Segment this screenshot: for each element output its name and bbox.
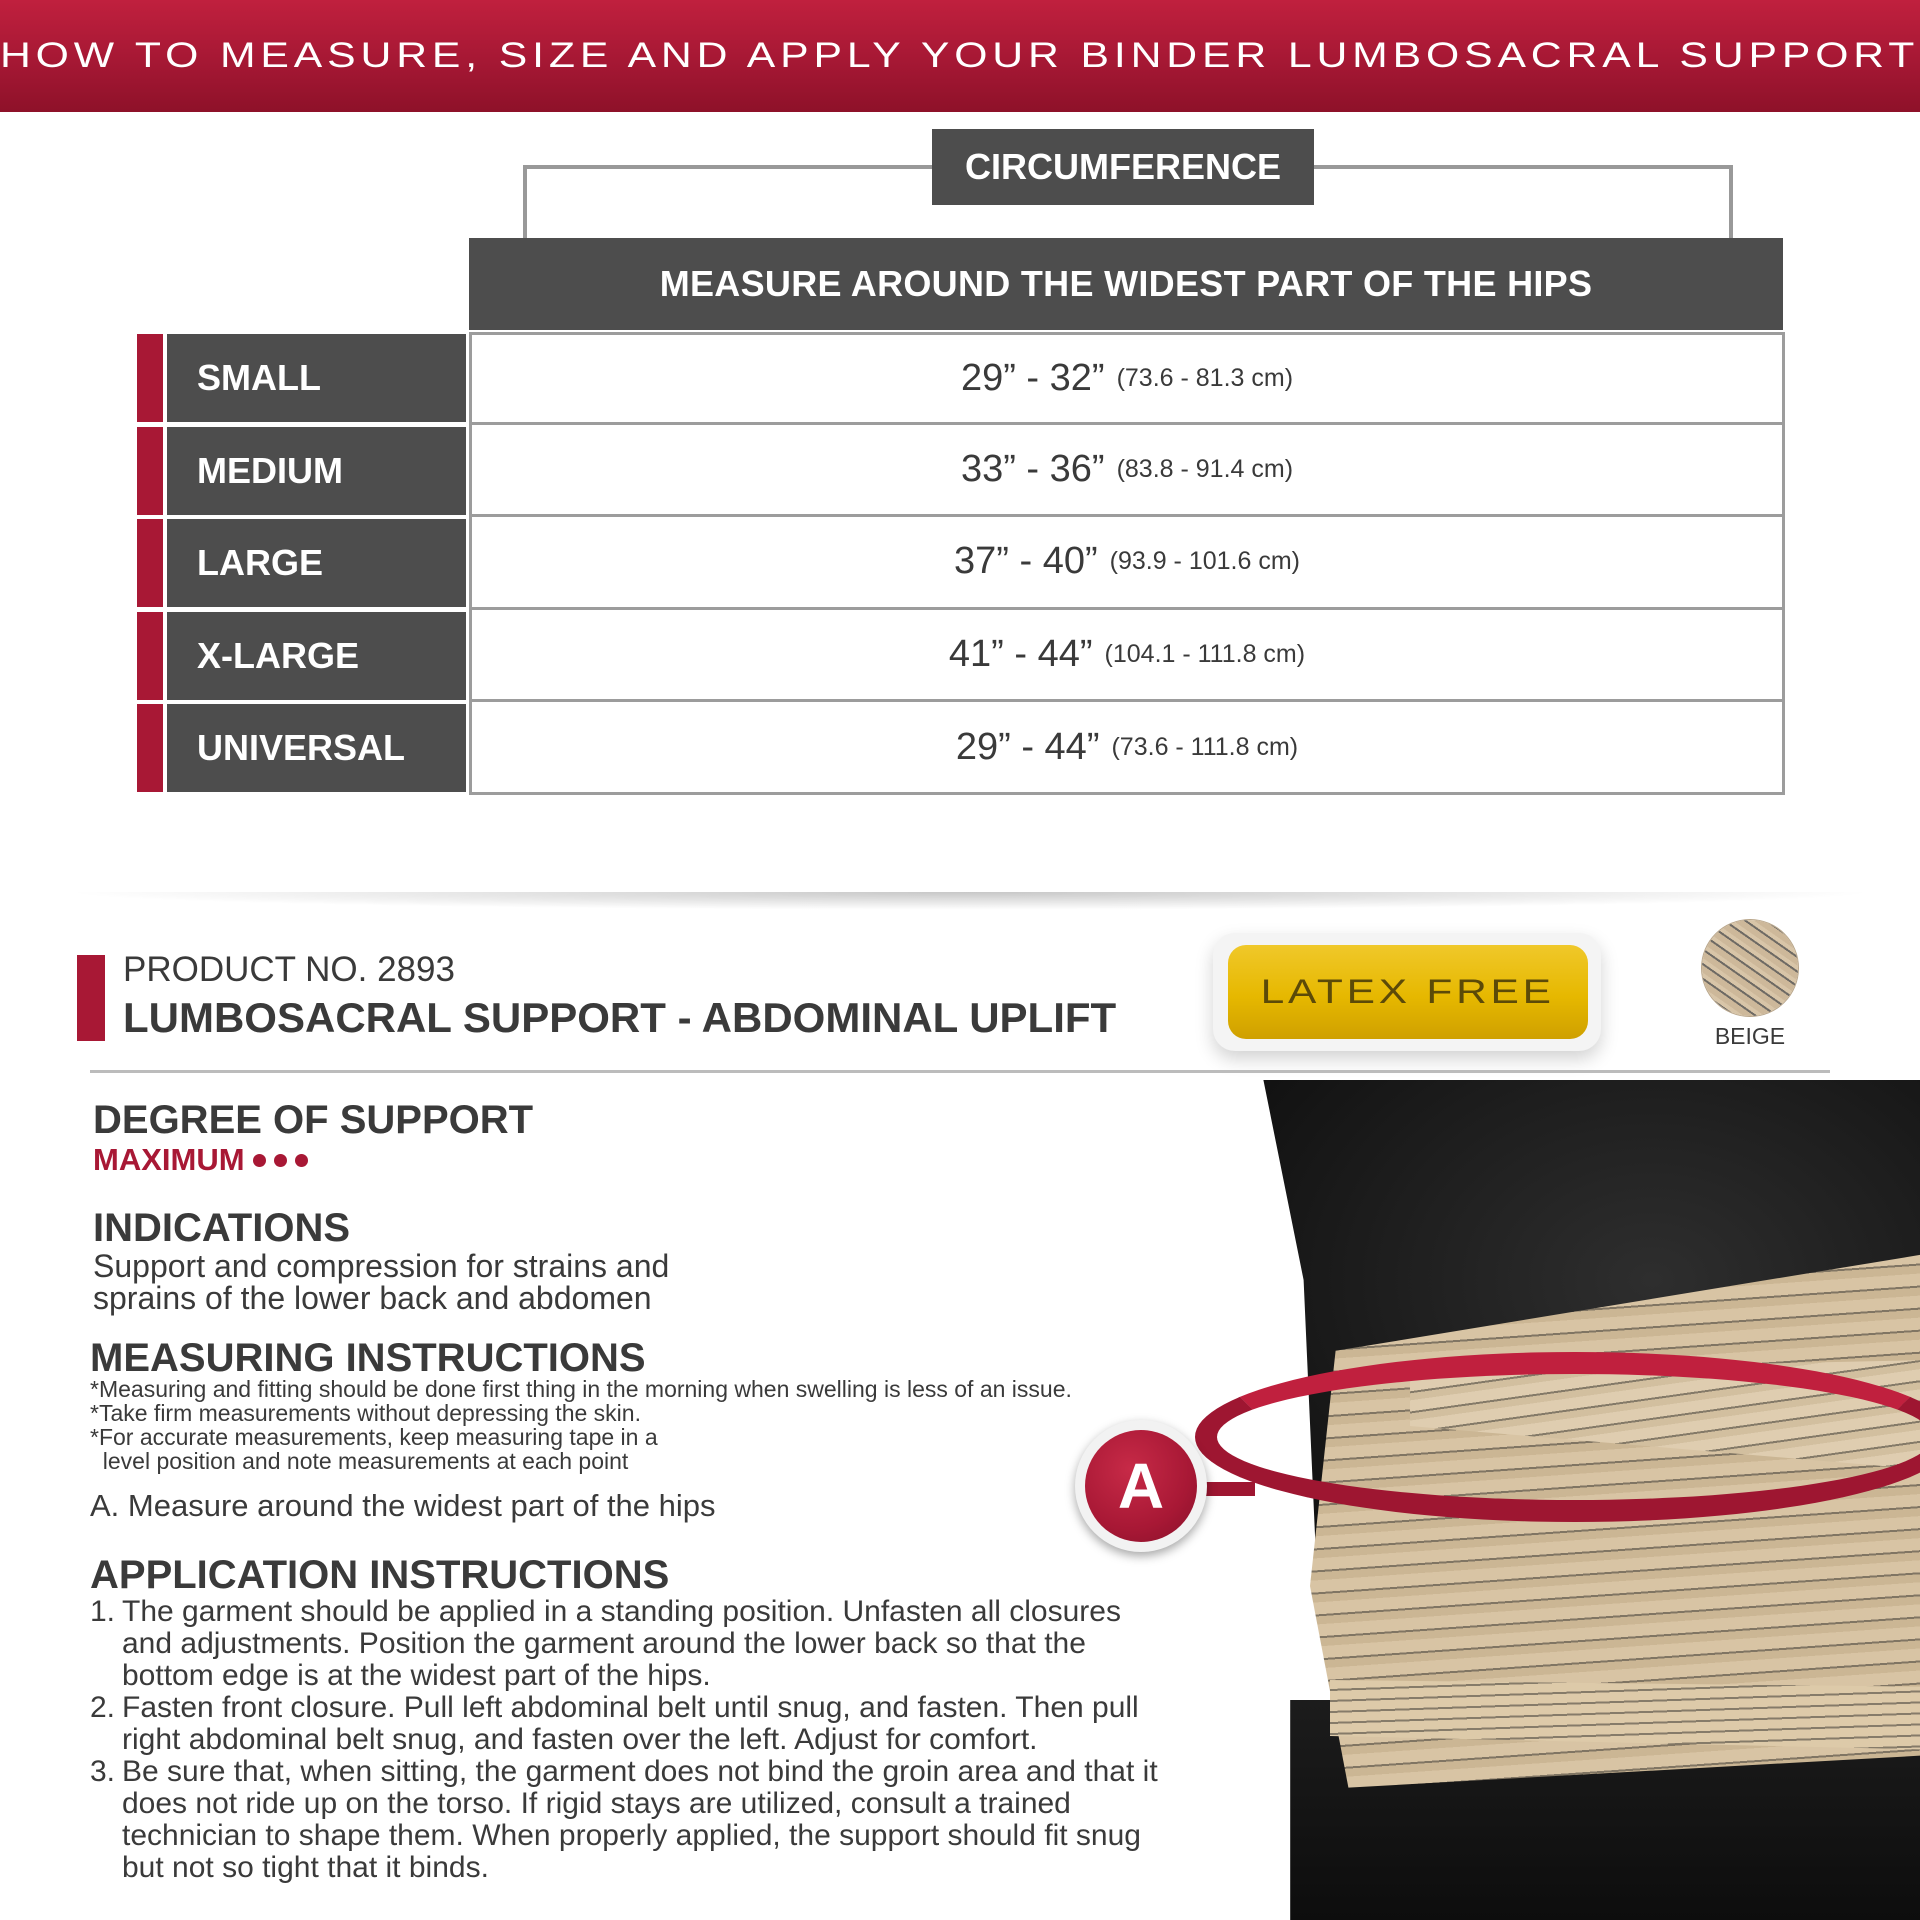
range-cm: (73.6 - 111.8 cm) bbox=[1111, 732, 1299, 761]
color-swatch-label: BEIGE bbox=[1714, 1023, 1786, 1049]
indications-line: sprains of the lower back and abdomen bbox=[93, 1280, 652, 1316]
support-dot-icon bbox=[253, 1154, 266, 1167]
row-accent bbox=[137, 612, 163, 700]
product-accent-bar bbox=[77, 955, 105, 1041]
size-range bbox=[469, 332, 1785, 425]
step-number: 1. bbox=[90, 1595, 116, 1628]
range-inches: 37” - 40” bbox=[954, 540, 1098, 583]
product-number: PRODUCT NO. 2893 bbox=[123, 950, 455, 989]
application-step bbox=[90, 1596, 1170, 1692]
latex-free-badge bbox=[1228, 945, 1588, 1039]
size-row bbox=[137, 702, 1785, 795]
size-range bbox=[469, 517, 1785, 610]
marker-a-badge: A bbox=[1085, 1430, 1197, 1542]
header-banner bbox=[0, 0, 1920, 112]
support-heading: DEGREE OF SUPPORT bbox=[93, 1098, 534, 1142]
section-divider bbox=[60, 892, 1880, 910]
color-swatch bbox=[1702, 920, 1798, 1016]
range-cm: (73.6 - 81.3 cm) bbox=[1116, 363, 1294, 392]
latex-free-label: LATEX FREE bbox=[1260, 972, 1556, 1011]
row-accent bbox=[137, 334, 163, 422]
size-label: SMALL bbox=[167, 334, 466, 422]
step-text: Fasten front closure. Pull left abdominal belt until snug, and fasten. Then pull right abdominal belt snug, and fasten over the left. Adjust for comfort. bbox=[122, 1691, 1139, 1756]
application-heading: APPLICATION INSTRUCTIONS bbox=[90, 1553, 670, 1597]
indications-heading: INDICATIONS bbox=[93, 1206, 351, 1250]
step-number: 3. bbox=[90, 1755, 116, 1788]
measuring-notes bbox=[90, 1377, 1072, 1473]
measure-instruction-header: MEASURE AROUND THE WIDEST PART OF THE HIPS bbox=[469, 238, 1783, 330]
product-name: LUMBOSACRAL SUPPORT - ABDOMINAL UPLIFT bbox=[123, 994, 1117, 1041]
measure-ring-marker bbox=[1195, 1352, 1920, 1522]
measuring-note: *For accurate measurements, keep measuring tape in a bbox=[90, 1424, 658, 1450]
size-range bbox=[469, 425, 1785, 518]
size-label: UNIVERSAL bbox=[167, 704, 466, 792]
support-level-text: MAXIMUM bbox=[93, 1142, 245, 1177]
row-accent bbox=[137, 427, 163, 515]
step-text: The garment should be applied in a standing position. Unfasten all closures and adjustments. Position the garment around the lower back so that the bottom edge is at the widest part of the hips. bbox=[122, 1595, 1121, 1692]
size-label: MEDIUM bbox=[167, 427, 466, 515]
application-steps bbox=[90, 1596, 1170, 1884]
measuring-step-a: A. Measure around the widest part of the hips bbox=[90, 1488, 716, 1523]
row-accent bbox=[137, 519, 163, 607]
range-cm: (83.8 - 91.4 cm) bbox=[1116, 454, 1294, 483]
size-row bbox=[137, 425, 1785, 518]
range-inches: 29” - 32” bbox=[960, 356, 1105, 399]
indications-text bbox=[93, 1250, 669, 1314]
circumference-label: CIRCUMFERENCE bbox=[932, 129, 1314, 205]
measuring-note: level position and note measurements at each point bbox=[90, 1448, 629, 1474]
range-cm: (93.9 - 101.6 cm) bbox=[1109, 547, 1300, 576]
row-accent bbox=[137, 704, 163, 792]
indications-line: Support and compression for strains and bbox=[93, 1248, 670, 1284]
range-cm: (104.1 - 111.8 cm) bbox=[1104, 640, 1306, 669]
measuring-heading: MEASURING INSTRUCTIONS bbox=[90, 1336, 646, 1380]
size-label: X-LARGE bbox=[167, 612, 466, 700]
product-header-rule bbox=[90, 1070, 1830, 1073]
measuring-note: *Take firm measurements without depressing the skin. bbox=[90, 1400, 641, 1426]
size-range bbox=[469, 702, 1785, 795]
size-range bbox=[469, 610, 1785, 703]
size-chart-table bbox=[137, 332, 1785, 795]
size-row bbox=[137, 517, 1785, 610]
step-text: Be sure that, when sitting, the garment does not bind the groin area and that it does not ride up on the torso. If rigid stays are utilized, consult a trained technician to shape them. When properly applied, the support should fit snug but not so tight that it binds. bbox=[122, 1755, 1158, 1884]
range-inches: 41” - 44” bbox=[948, 633, 1093, 676]
support-dot-icon bbox=[274, 1154, 287, 1167]
support-dot-icon bbox=[295, 1154, 308, 1167]
banner-title: HOW TO MEASURE, SIZE AND APPLY YOUR BINDER LUMBOSACRAL SUPPORT bbox=[0, 36, 1920, 75]
application-step bbox=[90, 1756, 1170, 1884]
step-number: 2. bbox=[90, 1691, 116, 1724]
size-label: LARGE bbox=[167, 519, 466, 607]
support-level bbox=[93, 1142, 308, 1178]
size-row bbox=[137, 332, 1785, 425]
size-row bbox=[137, 610, 1785, 703]
range-inches: 29” - 44” bbox=[955, 725, 1100, 768]
application-step bbox=[90, 1692, 1170, 1756]
measuring-note: *Measuring and fitting should be done first thing in the morning when swelling is less of an issue. bbox=[90, 1376, 1072, 1402]
range-inches: 33” - 36” bbox=[960, 447, 1105, 490]
